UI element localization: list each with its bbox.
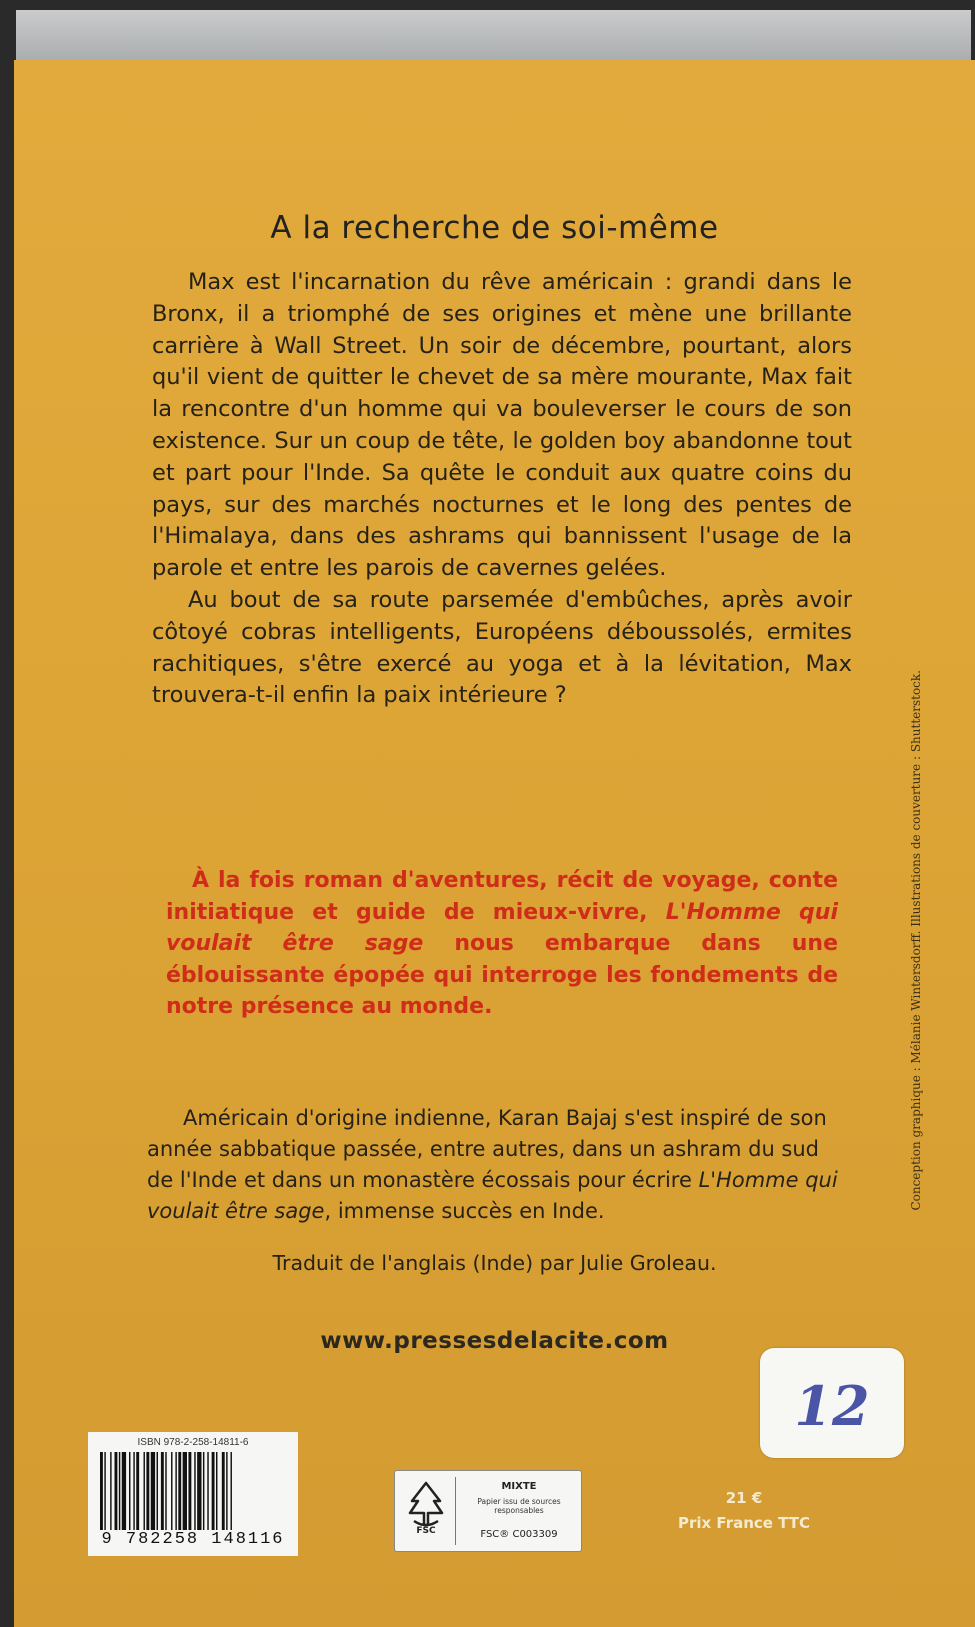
summary-paragraph-1: Max est l'incarnation du rêve américain : grandi dans le Bronx, il a triomphé de ses origines et mène une brillante carrière à Wall Street. Un soir de décembre, pourtant, alors qu'il vient de quitter le chevet de sa mère mourante, Max fait la rencontre d'un homme qui va bouleverser le cours de son existence. Sur un coup de tête, le golden boy abandonne tout et part pour l'Inde. Sa quête le conduit aux quatre coins du pays, sur des marchés nocturnes et le long des pentes de l'Himalaya, dans des ashrams qui bannissent l'usage de la parole et entre les parois de cavernes gelées.: [152, 269, 852, 582]
barcode-bar: [222, 1452, 225, 1530]
sticker-number: 12: [794, 1374, 870, 1438]
barcode-number: 9 782258 148116: [101, 1530, 285, 1549]
barcode-bar: [136, 1452, 139, 1530]
barcode-bar: [115, 1452, 118, 1530]
back-cover: [14, 60, 975, 1627]
price-amount: 21 €: [725, 1489, 763, 1507]
cover-title: A la recherche de soi-même: [270, 210, 719, 246]
barcode-bar: [203, 1452, 204, 1530]
blurb-book-title: L'Homme qui voulait être sage: [166, 899, 838, 956]
barcode-bar: [100, 1452, 103, 1530]
price-label: Prix France TTC: [677, 1514, 811, 1532]
bio-book-title: L'Homme qui voulait être sage: [147, 1168, 838, 1223]
cover-credits: Conception graphique : Mélanie Wintersdorff. Illustrations de couverture : Shutterstock.: [909, 670, 923, 1211]
fsc-label: [394, 1470, 582, 1552]
bio-text-2: , immense succès en Inde.: [324, 1199, 605, 1223]
fsc-code: FSC® C003309: [480, 1529, 558, 1540]
barcode-bar: [183, 1452, 187, 1530]
summary-paragraph-2: Au bout de sa route parsemée d'embûches, après avoir côtoyé cobras intelligents, Européens déboussolés, ermites rachitiques, s'être exercé au yoga et à la lévitation, Max trouvera-t-il enfin la paix intérieure ?: [152, 586, 852, 709]
barcode-bar: [146, 1452, 149, 1530]
fsc-divider: [455, 1477, 456, 1545]
author-bio: [147, 1103, 847, 1227]
fsc-logo-label: FSC: [416, 1526, 436, 1536]
barcode-bar: [216, 1452, 217, 1530]
barcode-bar: [188, 1452, 191, 1530]
barcode-bar: [207, 1452, 208, 1530]
barcode-bar: [178, 1452, 181, 1530]
barcode-bar: [129, 1452, 130, 1530]
price-block: [654, 1486, 834, 1536]
barcode-bar: [175, 1452, 176, 1530]
isbn-label: ISBN 978-2-258-14811-6: [137, 1437, 249, 1448]
barcode-bar: [171, 1452, 172, 1530]
barcode-bar: [144, 1452, 145, 1530]
barcode-bar: [165, 1452, 166, 1530]
barcode-bar: [161, 1452, 164, 1530]
barcode-bar: [104, 1452, 105, 1530]
barcode-bar: [119, 1452, 120, 1530]
translator-credit: Traduit de l'anglais (Inde) par Julie Groleau.: [272, 1251, 717, 1275]
barcode-bar: [194, 1452, 195, 1530]
blurb: [166, 865, 838, 1023]
barcode-bar: [151, 1452, 155, 1530]
barcode-bar: [197, 1452, 201, 1530]
blurb-text-1: À la fois roman d'aventures, récit de voyage, conte initiatique et guide de mieux-vivre,: [166, 868, 838, 925]
barcode-icon: [100, 1452, 290, 1530]
blurb-text-2: nous embarque dans une éblouissante épopée qui interroge les fondements de notre présence au monde.: [166, 931, 838, 1019]
price-sticker: [760, 1348, 904, 1458]
summary: [152, 267, 852, 712]
barcode-bar: [231, 1452, 232, 1530]
fsc-description: Papier issu de sources responsables: [477, 1497, 561, 1515]
barcode-panel: [88, 1432, 298, 1556]
barcode-bar: [110, 1452, 111, 1530]
barcode-bar: [122, 1452, 126, 1530]
barcode-bar: [133, 1452, 134, 1530]
barcode-bar: [212, 1452, 215, 1530]
bio-text-1: Américain d'origine indienne, Karan Bajaj s'est inspiré de son année sabbatique passée, entre autres, dans un ashram du sud de l'Inde et dans un monastère écossais pour écrire: [147, 1106, 827, 1192]
fsc-mixte: MIXTE: [501, 1481, 537, 1492]
barcode-bar: [226, 1452, 227, 1530]
publisher-website[interactable]: www.pressesdelacite.com: [320, 1328, 669, 1354]
barcode-bar: [157, 1452, 158, 1530]
